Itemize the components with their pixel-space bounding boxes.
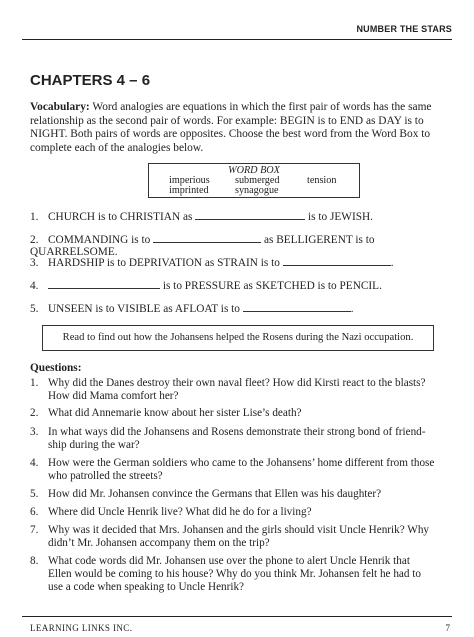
analogy-item: [30, 279, 450, 292]
reading-focus-box: Read to find out how the Johansens helped the Rosens during the Nazi occupation.: [42, 325, 434, 351]
word-box-word: submerged: [235, 175, 280, 186]
analogy-item: [30, 210, 450, 223]
question-number: 3.: [30, 426, 39, 438]
question-line: who patrolled the streets?: [48, 470, 163, 483]
vocabulary-line: relationship as the second pair of words. For example: BEGIN is to END as DAY is to: [30, 114, 424, 127]
analogy-text-after: is to JEWISH.: [308, 211, 373, 223]
vocabulary-line: NIGHT. Both pairs of words are opposites. Choose the best word from the Word Box to: [30, 128, 431, 141]
word-box-word: imprinted: [169, 185, 209, 196]
answer-blank[interactable]: [48, 279, 160, 289]
answer-blank[interactable]: [243, 302, 351, 312]
analogy-text-before: HARDSHIP is to DEPRIVATION as STRAIN is to: [48, 257, 280, 269]
question-item: [30, 457, 450, 483]
analogy-number: 2.: [30, 234, 39, 246]
question-number: 7.: [30, 524, 39, 536]
question-item: [30, 524, 450, 550]
question-line: How did Mama comfort her?: [48, 390, 179, 403]
question-number: 6.: [30, 506, 39, 518]
question-line: What code words did Mr. Johansen use over the phone to alert Uncle Henrik that: [48, 555, 410, 567]
word-box-word: imperious: [169, 175, 210, 186]
page-number: 7: [445, 623, 450, 633]
analogy-number: 5.: [30, 303, 39, 315]
question-line: Ellen would be coming to his house? Why do you think Mr. Johansen felt he had to: [48, 568, 421, 581]
analogy-text-before: UNSEEN is to VISIBLE as AFLOAT is to: [48, 303, 240, 315]
word-box-word: synagogue: [235, 185, 279, 196]
question-line: Why did the Danes destroy their own naval fleet? How did Kirsti react to the blasts?: [48, 377, 426, 389]
question-item: [30, 377, 450, 403]
question-line: In what ways did the Johansens and Rosens demonstrate their strong bond of friend-: [48, 426, 426, 438]
question-line: How did Mr. Johansen convince the Germans that Ellen was his daughter?: [48, 488, 382, 500]
question-line: What did Annemarie know about her sister Lise’s death?: [48, 407, 302, 419]
analogy-item: [30, 302, 450, 315]
question-number: 2.: [30, 407, 39, 419]
analogy-text-after: .: [390, 257, 394, 269]
question-line: How were the German soldiers who came to the Johansens’ home different from those: [48, 457, 435, 469]
question-line: Why was it decided that Mrs. Johansen and the girls should visit Uncle Henrik? Why: [48, 524, 430, 536]
answer-blank[interactable]: [153, 233, 261, 243]
answer-blank[interactable]: [283, 256, 391, 266]
question-item: [30, 426, 450, 452]
analogy-text-before: COMMANDING is to: [48, 234, 151, 246]
analogy-text-before: CHURCH is to CHRISTIAN as: [48, 211, 193, 223]
question-line: ship during the war?: [48, 439, 140, 452]
word-box: [148, 163, 360, 198]
word-box-word: tension: [307, 175, 337, 186]
publisher-name: LEARNING LINKS INC.: [30, 623, 133, 633]
analogy-number: 4.: [30, 280, 39, 292]
question-number: 5.: [30, 488, 39, 500]
question-line: didn’t Mr. Johansen accompany them on the trip?: [48, 537, 270, 550]
question-item: [30, 555, 450, 595]
question-item: [30, 407, 450, 420]
analogy-item: [30, 256, 450, 269]
vocabulary-instructions: [30, 101, 445, 155]
footer-divider: [22, 616, 452, 617]
analogy-text-after: as BELLIGERENT is to QUARRELSOME.: [30, 234, 375, 258]
question-number: 1.: [30, 377, 39, 389]
question-number: 4.: [30, 457, 39, 469]
analogy-item: [30, 233, 450, 258]
vocabulary-line: Word analogies are equations in which the first pair of words has the same: [92, 101, 432, 113]
analogy-number: 1.: [30, 211, 39, 223]
analogy-text-after: .: [350, 303, 354, 315]
header-divider: [22, 39, 452, 40]
questions-heading: Questions:: [30, 362, 82, 374]
vocabulary-line: complete each of the analogies below.: [30, 141, 204, 154]
word-box-title: WORD BOX: [228, 165, 280, 176]
question-item: [30, 488, 450, 501]
question-line: use a code when speaking to Uncle Henrik?: [48, 581, 245, 594]
analogy-number: 3.: [30, 257, 39, 269]
question-number: 8.: [30, 555, 39, 567]
vocabulary-heading: Vocabulary:: [30, 101, 90, 113]
answer-blank[interactable]: [195, 210, 305, 220]
question-item: [30, 506, 450, 519]
analogy-text-after: is to PRESSURE as SKETCHED is to PENCIL.: [162, 280, 382, 292]
running-header: NUMBER THE STARS: [356, 24, 452, 34]
chapter-title: CHAPTERS 4 – 6: [30, 72, 151, 89]
question-line: Where did Uncle Henrik live? What did he do for a living?: [48, 506, 312, 518]
